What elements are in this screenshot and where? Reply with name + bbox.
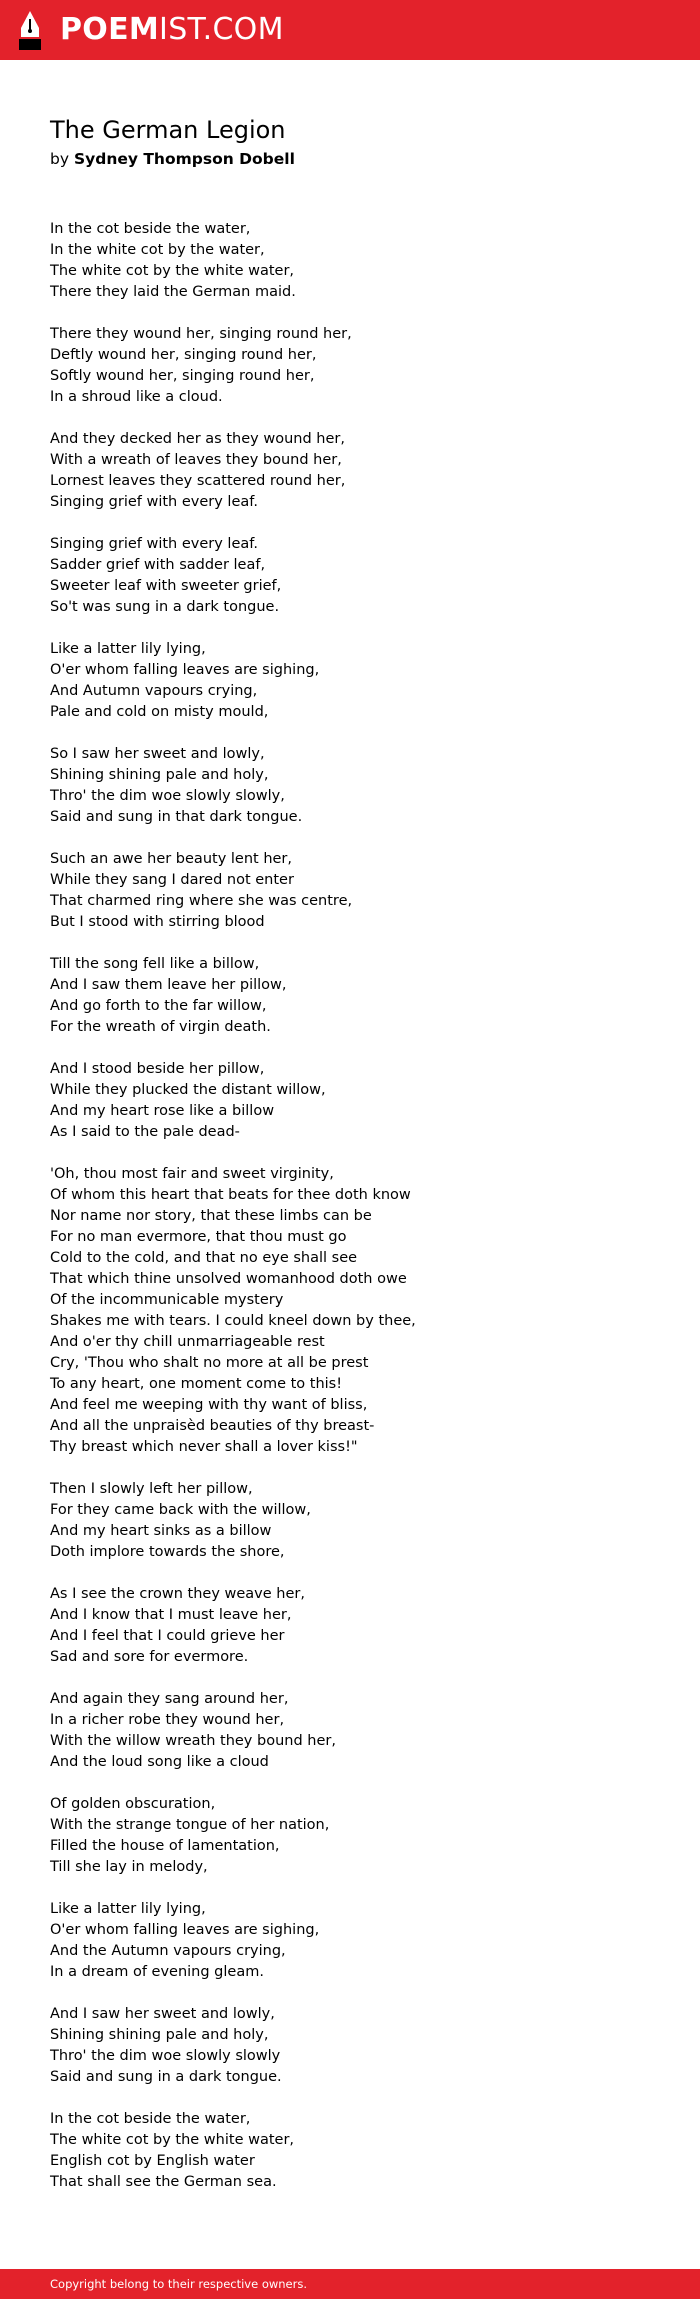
poem-title: The German Legion xyxy=(50,116,286,144)
poem-stanza xyxy=(50,1164,650,1458)
poem-author: Sydney Thompson Dobell xyxy=(73,150,295,168)
poem-stanza xyxy=(50,1794,650,1878)
poem-line: And go forth to the far willow, xyxy=(50,998,267,1014)
poem-line: And again they sang around her, xyxy=(50,1691,289,1707)
poem-line: And I saw them leave her pillow, xyxy=(50,977,287,993)
poem-line: The white cot by the white water, xyxy=(50,2132,295,2148)
fountain-pen-nib-icon xyxy=(17,10,43,50)
poem-stanza xyxy=(50,954,650,1038)
poem-line: The white cot by the white water, xyxy=(50,263,295,279)
poem-line: Thro' the dim woe slowly slowly, xyxy=(50,788,285,804)
poem-stanza xyxy=(50,1689,650,1773)
site-header xyxy=(0,0,700,60)
poem-line: In the cot beside the water, xyxy=(50,2111,251,2127)
site-brand xyxy=(60,10,284,50)
poem-line: And I feel that I could grieve her xyxy=(50,1628,285,1644)
poem-line: Lornest leaves they scattered round her, xyxy=(50,473,346,489)
poem-line: Said and sung in a dark tongue. xyxy=(50,2069,282,2085)
poem-stanza xyxy=(50,534,650,618)
poem-line: Then I slowly left her pillow, xyxy=(50,1481,253,1497)
poem-stanza xyxy=(50,744,650,828)
poem-line: In the cot beside the water, xyxy=(50,221,251,237)
poem-line: Of golden obscuration, xyxy=(50,1796,216,1812)
byline-prefix: by xyxy=(50,150,70,168)
brand-strong-text: POEM xyxy=(60,12,160,47)
poem-line: In a dream of evening gleam. xyxy=(50,1964,264,1980)
poem-line: Nor name nor story, that these limbs can be xyxy=(50,1208,372,1224)
poem-line: There they wound her, singing round her, xyxy=(50,326,352,342)
poem-line: And Autumn vapours crying, xyxy=(50,683,258,699)
poem-line: Of whom this heart that beats for thee doth know xyxy=(50,1187,411,1203)
poem-line: As I said to the pale dead- xyxy=(50,1124,240,1140)
poem-stanza xyxy=(50,639,650,723)
poem-line: Pale and cold on misty mould, xyxy=(50,704,269,720)
poem-line: For the wreath of virgin death. xyxy=(50,1019,271,1035)
poem-line: Thro' the dim woe slowly slowly xyxy=(50,2048,281,2064)
poem-line: That charmed ring where she was centre, xyxy=(50,893,353,909)
poem-line: So I saw her sweet and lowly, xyxy=(50,746,265,762)
poem-line: And my heart rose like a billow xyxy=(50,1103,275,1119)
poem-body xyxy=(50,219,650,2214)
poem-line: Shining shining pale and holy, xyxy=(50,767,269,783)
poem-line: To any heart, one moment come to this! xyxy=(50,1376,343,1392)
poem-line: Till she lay in melody, xyxy=(50,1859,208,1875)
poem-stanza xyxy=(50,219,650,303)
poem-line: There they laid the German maid. xyxy=(50,284,296,300)
poem-line: With the strange tongue of her nation, xyxy=(50,1817,330,1833)
poem-line: Shining shining pale and holy, xyxy=(50,2027,269,2043)
poem-line: Softly wound her, singing round her, xyxy=(50,368,315,384)
poem-line: And they decked her as they wound her, xyxy=(50,431,345,447)
poem-line: Sweeter leaf with sweeter grief, xyxy=(50,578,282,594)
poem-line: And feel me weeping with thy want of bliss, xyxy=(50,1397,368,1413)
poem-stanza xyxy=(50,1059,650,1143)
poem-line: And the loud song like a cloud xyxy=(50,1754,269,1770)
poem-line: As I see the crown they weave her, xyxy=(50,1586,305,1602)
poem-line: But I stood with stirring blood xyxy=(50,914,265,930)
poem-line: And o'er thy chill unmarriageable rest xyxy=(50,1334,325,1350)
poem-line: And I stood beside her pillow, xyxy=(50,1061,265,1077)
poem-line: English cot by English water xyxy=(50,2153,255,2169)
site-footer xyxy=(0,2269,700,2299)
poem-line: Like a latter lily lying, xyxy=(50,1901,206,1917)
poem-line: Such an awe her beauty lent her, xyxy=(50,851,292,867)
poem-line: O'er whom falling leaves are sighing, xyxy=(50,662,320,678)
poem-line: That shall see the German sea. xyxy=(50,2174,277,2190)
poem-line: Singing grief with every leaf. xyxy=(50,536,258,552)
poem-line: Singing grief with every leaf. xyxy=(50,494,258,510)
poem-line: 'Oh, thou most fair and sweet virginity, xyxy=(50,1166,334,1182)
poem-line: Deftly wound her, singing round her, xyxy=(50,347,317,363)
poem-line: In the white cot by the water, xyxy=(50,242,265,258)
poem-stanza xyxy=(50,429,650,513)
poem-line: And my heart sinks as a billow xyxy=(50,1523,272,1539)
poem-line: Shakes me with tears. I could kneel down by thee, xyxy=(50,1313,416,1329)
poem-line: Sad and sore for evermore. xyxy=(50,1649,249,1665)
poem-line: Like a latter lily lying, xyxy=(50,641,206,657)
poem-line: For they came back with the willow, xyxy=(50,1502,311,1518)
poem-line: That which thine unsolved womanhood doth owe xyxy=(50,1271,407,1287)
poem-stanza xyxy=(50,849,650,933)
poem-line: For no man evermore, that thou must go xyxy=(50,1229,347,1245)
poem-line: And the Autumn vapours crying, xyxy=(50,1943,286,1959)
poem-line: Said and sung in that dark tongue. xyxy=(50,809,303,825)
poem-line: Cry, 'Thou who shalt no more at all be prest xyxy=(50,1355,369,1371)
poem-line: Cold to the cold, and that no eye shall see xyxy=(50,1250,358,1266)
poem-line: And all the unpraisèd beauties of thy breast- xyxy=(50,1418,375,1434)
copyright-notice: Copyright belong to their respective owners. xyxy=(50,2277,308,2291)
poem-line: Doth implore towards the shore, xyxy=(50,1544,285,1560)
byline xyxy=(50,148,650,170)
poem-line: O'er whom falling leaves are sighing, xyxy=(50,1922,320,1938)
poem-line: While they sang I dared not enter xyxy=(50,872,294,888)
poem-stanza xyxy=(50,1584,650,1668)
poem-line: Filled the house of lamentation, xyxy=(50,1838,280,1854)
poem-line: In a richer robe they wound her, xyxy=(50,1712,285,1728)
poem-line: Till the song fell like a billow, xyxy=(50,956,260,972)
poem-line: Of the incommunicable mystery xyxy=(50,1292,284,1308)
poem-line: With the willow wreath they bound her, xyxy=(50,1733,336,1749)
poem-stanza xyxy=(50,324,650,408)
poem-stanza xyxy=(50,2109,650,2193)
poem-stanza xyxy=(50,2004,650,2088)
site-logo-link[interactable] xyxy=(17,10,284,50)
poem-line: Thy breast which never shall a lover kiss!" xyxy=(50,1439,358,1455)
poem-header xyxy=(50,114,650,170)
brand-light-text: IST.COM xyxy=(159,12,284,47)
poem-line: And I saw her sweet and lowly, xyxy=(50,2006,275,2022)
poem-line: While they plucked the distant willow, xyxy=(50,1082,326,1098)
poem-line: In a shroud like a cloud. xyxy=(50,389,223,405)
poem-stanza xyxy=(50,1479,650,1563)
poem-line: So't was sung in a dark tongue. xyxy=(50,599,280,615)
poem-line: And I know that I must leave her, xyxy=(50,1607,292,1623)
poem-stanza xyxy=(50,1899,650,1983)
poem-line: With a wreath of leaves they bound her, xyxy=(50,452,342,468)
poem-line: Sadder grief with sadder leaf, xyxy=(50,557,266,573)
